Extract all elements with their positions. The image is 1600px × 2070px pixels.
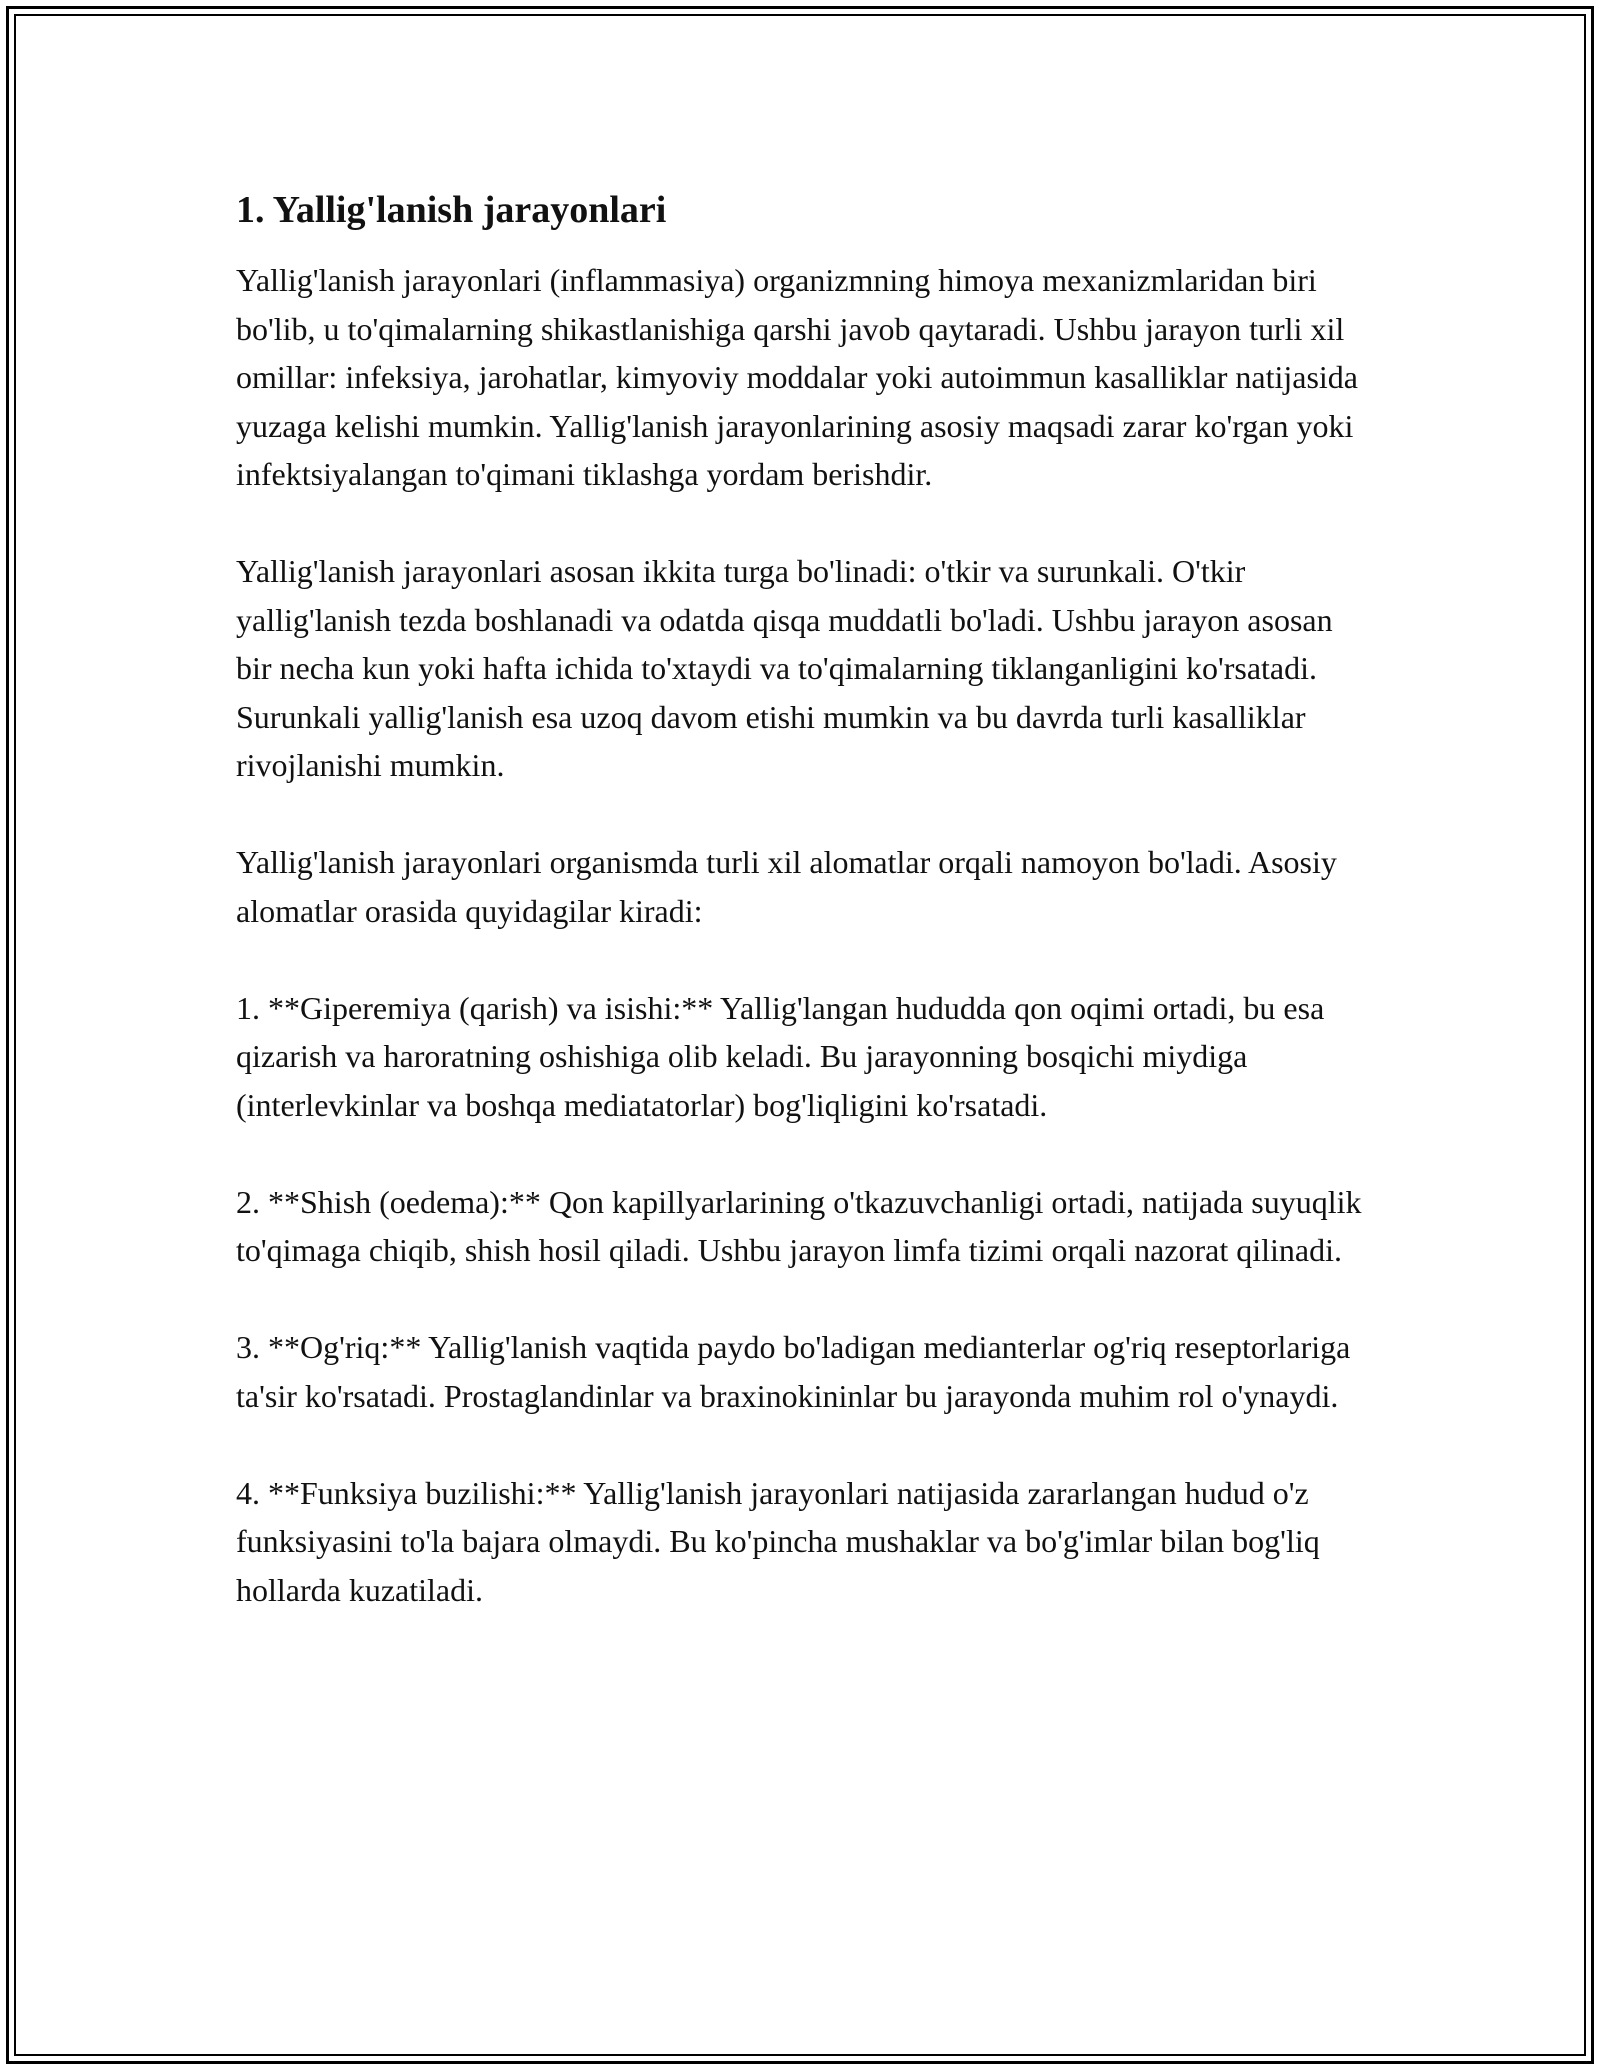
list-item-edema: 2. **Shish (oedema):** Qon kapillyarlarining o'tkazuvchanligi ortadi, natijada suyuqlik to'qimaga chiqib, shish hosil qiladi. Ushbu jarayon limfa tizimi orqali nazorat qilinadi.	[236, 1183, 1362, 1268]
paragraph-types: Yallig'lanish jarayonlari asosan ikkita turga bo'linadi: o'tkir va surunkali. O'tkir yallig'lanish tezda boshlanadi va odatda qisqa muddatli bo'ladi. Ushbu jarayon asosan bir necha kun yoki hafta ichida to'xtaydi va to'qimalarning tiklanganligini ko'rsatadi. Surunkali yallig'lanish esa uzoq davom etishi mumkin va bu davrda turli kasalliklar rivojlanishi mumkin.	[236, 553, 1333, 783]
document-body	[236, 186, 1366, 1663]
list-item-function-loss: 4. **Funksiya buzilishi:** Yallig'lanish jarayonlari natijasida zararlangan hudud o'z funksiyasini to'la bajara olmaydi. Bu ko'pincha mushaklar va bo'g'imlar bilan bog'liq hollarda kuzatiladi.	[236, 1474, 1320, 1608]
paragraph-symptoms-intro: Yallig'lanish jarayonlari organismda turli xil alomatlar orqali namoyon bo'ladi. Asosiy alomatlar orasida quyidagilar kiradi:	[236, 844, 1337, 929]
list-item-pain: 3. **Og'riq:** Yallig'lanish vaqtida paydo bo'ladigan medianterlar og'riq reseptorlariga ta'sir ko'rsatadi. Prostaglandinlar va braxinokininlar bu jarayonda muhim rol o'ynaydi.	[236, 1329, 1351, 1414]
section-heading: 1. Yallig'lanish jarayonlari	[236, 189, 667, 231]
list-item-hyperemia: 1. **Giperemiya (qarish) va isishi:** Yallig'langan hududda qon oqimi ortadi, bu esa qizarish va haroratning oshishiga olib keladi. Bu jarayonning bosqichi miydiga (interlevkinlar va boshqa mediatatorlar) bog'liqligini ko'rsatadi.	[236, 989, 1325, 1123]
paragraph-intro: Yallig'lanish jarayonlari (inflammasiya) organizmning himoya mexanizmlaridan biri bo'lib, u to'qimalarning shikastlanishiga qarshi javob qaytaradi. Ushbu jarayon turli xil omillar: infeksiya, jarohatlar, kimyoviy moddalar yoki autoimmun kasalliklar natijasida yuzaga kelishi mumkin. Yallig'lanish jarayonlarining asosiy maqsadi zarar ko'rgan yoki infektsiyalangan to'qimani tiklashga yordam berishdir.	[236, 262, 1358, 492]
